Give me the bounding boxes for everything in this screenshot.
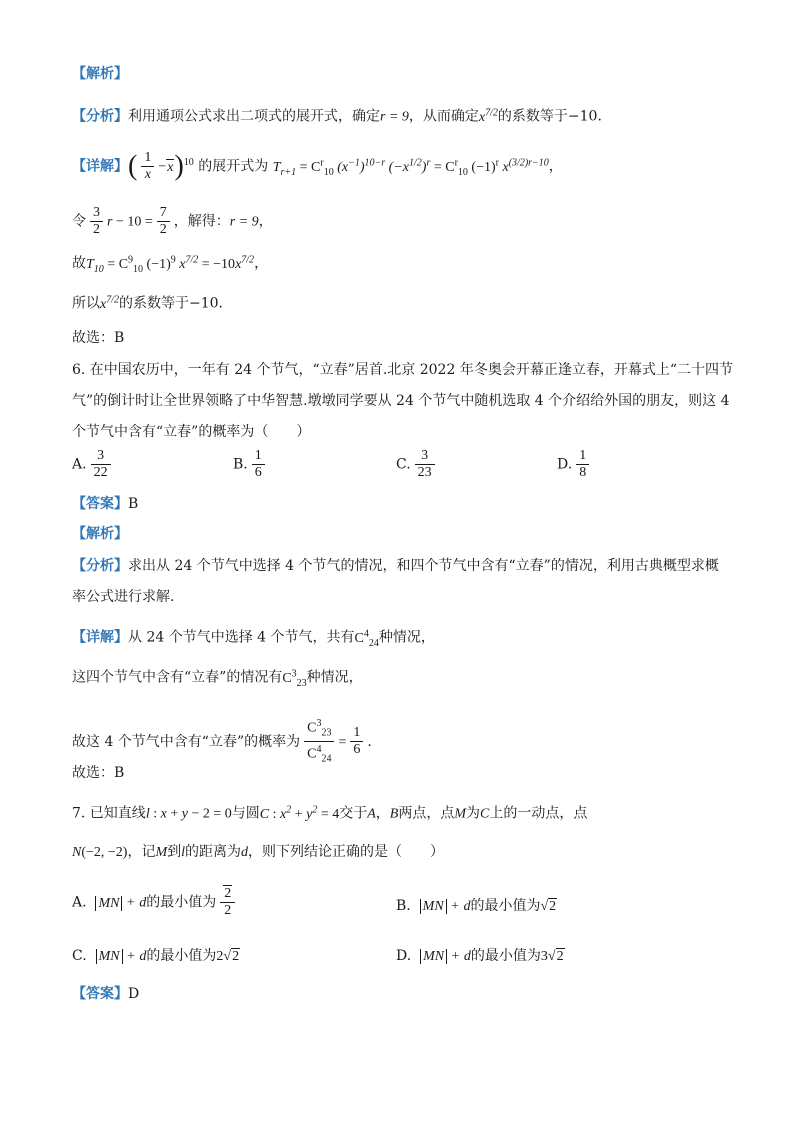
q6-c-23-3: $C^3_{23}$ [282,668,307,689]
q6-answer: 故选：B [72,765,125,781]
q6-option-b: B. $\frac{1}{6}$ [233,448,269,481]
q7-circle-eq: C : $x^2 + y^2 = 4$ [259,804,340,822]
q6-option-d: D. $\frac{1}{8}$ [557,448,593,481]
q6-xiangjie-a: 从 24 个节气中选择 4 个节气，共有 [128,629,355,646]
q6-option-c: C. $\frac{3}{23}$ [396,448,439,481]
q7-option-d: D. MN + d的最小值为3√2 [396,948,564,964]
q5-fenxi-text-b: ，从而确定 [408,108,479,125]
q5-t10: $T_{10} = C^9_{10}$ $(-1)^9$ $x^{7/2} = -10x^{7/2}$ [86,254,255,275]
q5-fenxi-power: $x^{7/2}$ [478,107,498,125]
q5-step3-line: 故$T_{10} = C^9_{10}$ $(-1)^9$ $x^{7/2} = -10x^{7/2}$， [72,254,269,275]
q7-option-a-value: $\frac{2}{2}$ [220,886,235,919]
q7-option-a: A. MN + d的最小值为 $\frac{2}{2}$ [72,886,239,919]
q5-general-term: $T_{r+1} = C^r_{10}$ $(x^{-1})^{10-r}$ $(-x^{1/2})^r = C^r_{10}$ $(-1)^r$ $x^{(3/2)r-10}$ [272,156,549,178]
q5-step2-b: ，解得： [173,213,230,230]
q6-stem-3: 个节气中含有“立春”的概率为（ ） [72,424,311,440]
q5-frac-1x: $\frac{1}{x}$ [141,150,154,183]
q6-answer-line [72,494,138,514]
q6-analysis-tag: 【解析】 [72,526,128,542]
q5-analysis-tag: 【解析】 [72,66,128,82]
q6-line3-a: 故这 4 个节气中含有“立春”的概率为 [72,733,301,750]
q6-line2-a: 这四个节气中含有“立春”的情况有 [72,669,283,686]
q6-line2-b: 种情况， [306,669,363,686]
q7-option-c: C. MN + d的最小值为2√2 [72,948,240,964]
q5-step4-b: 的系数等于−10. [119,295,223,312]
q6-answer-tag: 【答案】 [72,496,128,512]
q7-option-c-value: 2√2 [216,949,240,964]
q6-answer-value: B [128,496,139,512]
q7-point-n: N(−2, −2) [72,845,128,860]
q6-fenxi-2: 率公式进行求解. [72,589,175,605]
q5-fenxi-r: r = 9 [380,109,409,125]
q5-answer: 故选：B [72,330,125,346]
q6-xiangjie-b: 种情况， [378,629,435,646]
q7-answer-value: D [128,986,140,1002]
q5-fenxi-text-c: 的系数等于−10. [497,108,602,125]
q6-line2 [72,664,363,693]
q5-step2-eq: r − 10 = [107,214,153,230]
q5-step3-a: 故 [72,255,86,272]
q6-xiangjie-tag: 【详解】 [72,629,128,646]
q6-fenxi-line [72,556,719,576]
q5-step2-line: 令 $\frac{3}{2}$ r − 10 = $\frac{7}{2}$ ，解得：r = 9， [72,205,273,237]
q5-xiangjie-text: 的展开式为 [198,158,269,175]
q7-stem-2: N(−2, −2)，记M到l的距离为d，则下列结论正确的是（ ） [72,844,445,860]
q6-stem-1: 6. 在中国农历中，一年有 24 个节气，“立春”居首.北京 2022 年冬奥会开幕正逢立春，开幕式上“二十四节 [72,362,733,378]
q7-option-b-value: √2 [540,899,557,914]
q7-line-eq: l : x + y − 2 = 0 [145,806,232,822]
q5-fenxi-text-a: 利用通项公式求出二项式的展开式，确定 [128,108,380,125]
q5-fenxi-tag: 【分析】 [72,108,128,125]
q6-fenxi-tag: 【分析】 [72,558,128,574]
q6-line3: 故这 4 个节气中含有“立春”的概率为 $\frac{C^3_{23}}{C^4_{24}}$ = $\frac{1}{6}$ . [72,716,372,768]
q7-option-d-value: 3√2 [540,949,564,964]
q6-c-24-4: $C^4_{24}$ [354,628,379,649]
q7-answer-line [72,984,139,1004]
q6-xiangjie-line [72,624,435,653]
q5-fenxi-line [72,103,602,128]
q6-option-a: A. $\frac{3}{22}$ [72,448,115,481]
q5-xiangjie-tag: 【详解】 [72,158,128,175]
q5-xiangjie-line: 【详解】( $\frac{1}{x}$ −x)$^{10}$ 的展开式为 $T_{r+1} = C^r_{10}$ $(x^{-1})^{10-r}$ $(-x^{1/2})^r = C^r_{10}$ $(-1)^r$ $x^{(3/2)r-10}$， [72,150,563,182]
q5-step2-a: 令 [72,213,86,230]
q6-stem-2: 气”的倒计时让全世界领略了中华智慧.墩墩同学要从 24 个节气中随机选取 4 个介绍给外国的朋友，则这 4 [72,393,730,409]
q7-answer-tag: 【答案】 [72,986,128,1002]
q5-step2-r: r = 9 [229,214,259,230]
q5-step4-line: 所以$x^{7/2}$的系数等于−10. [72,294,223,312]
q6-prob-frac: $\frac{C^3_{23}}{C^4_{24}}$ [304,716,334,768]
q7-stem-1: 7. 已知直线l : x + y − 2 = 0与圆C : $x^2 + y^2 = 4$交于A，B两点，点M为C上的一动点，点 [72,804,588,822]
q7-option-b: B. MN + d的最小值为√2 [396,898,557,914]
q5-step4-a: 所以 [72,295,100,312]
q6-fenxi-1: 求出从 24 个节气中选择 4 个节气的情况，和四个节气中含有“立春”的情况，利用古典概型求概 [128,558,719,574]
